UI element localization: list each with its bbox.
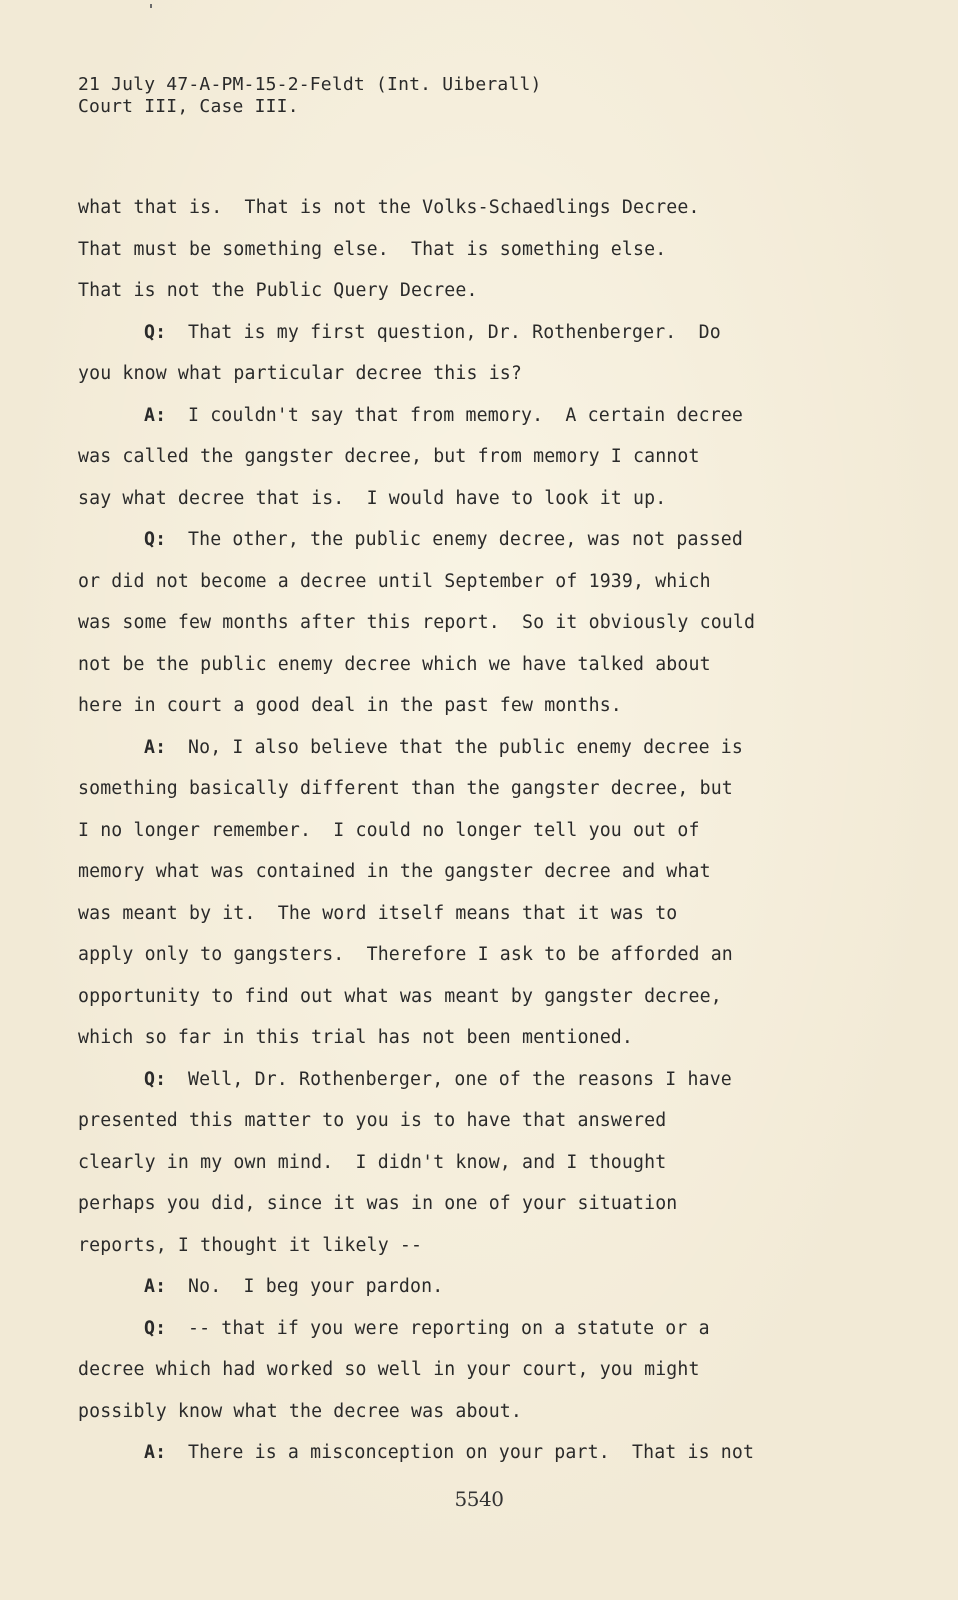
line-text: presented this matter to you is to have that answered	[78, 1110, 667, 1131]
transcript-line	[78, 902, 908, 944]
transcript-line	[78, 1151, 908, 1193]
transcript-line	[78, 238, 908, 280]
speaker-line	[78, 1317, 908, 1359]
line-text: memory what was contained in the gangster decree and what	[78, 861, 711, 882]
line-text: That is not the Public Query Decree.	[78, 280, 478, 301]
transcript-line	[78, 819, 908, 861]
line-text: which so far in this trial has not been mentioned.	[78, 1027, 633, 1048]
transcript-line	[78, 694, 908, 736]
transcript-line	[78, 196, 908, 238]
line-text: or did not become a decree until September of 1939, which	[78, 570, 711, 592]
line-text: what that is. That is not the Volks-Schaedlings Decree.	[78, 197, 700, 218]
line-text: possibly know what the decree was about.	[78, 1400, 522, 1422]
speaker-line	[78, 321, 908, 363]
page-number: 5540	[454, 1487, 504, 1511]
transcript-line	[78, 1109, 908, 1151]
line-text: That must be something else. That is something else.	[78, 238, 667, 260]
transcript-line	[78, 445, 908, 487]
line-text: was some few months after this report. So it obviously could	[78, 612, 756, 633]
transcript-line	[78, 860, 908, 902]
transcript-line	[78, 777, 908, 819]
line-text: not be the public enemy decree which we have talked about	[78, 653, 711, 675]
speaker-line	[78, 1441, 908, 1483]
speaker-line	[78, 736, 908, 778]
transcript-line	[78, 570, 908, 612]
speaker-label: A:	[144, 1442, 167, 1463]
transcript-line	[78, 1026, 908, 1068]
transcript-line	[78, 487, 908, 529]
line-text: something basically different than the gangster decree, but	[78, 778, 733, 799]
line-text: was called the gangster decree, but from memory I cannot	[78, 446, 700, 467]
transcript-line	[78, 1400, 908, 1442]
header-session-line: 21 July 47-A-PM-15-2-Feldt (Int. Uiberall)	[78, 74, 542, 95]
speaker-label: A:	[144, 404, 167, 426]
header-court-line: Court III, Case III.	[78, 96, 299, 117]
speaker-line	[78, 1275, 908, 1317]
speaker-line	[78, 1068, 908, 1110]
speaker-label: Q:	[144, 321, 167, 343]
speaker-label: Q:	[144, 529, 167, 550]
transcript-line	[78, 985, 908, 1027]
transcript-line	[78, 279, 908, 321]
speaker-label: Q:	[144, 1317, 167, 1339]
line-text: Well, Dr. Rothenberger, one of the reasons I have	[188, 1068, 732, 1090]
transcript-line	[78, 1192, 908, 1234]
speaker-line	[78, 404, 908, 446]
document-header	[78, 74, 542, 118]
speaker-label: A:	[144, 1276, 167, 1297]
transcript-line	[78, 1234, 908, 1276]
line-text: apply only to gangsters. Therefore I ask to be afforded an	[78, 944, 733, 965]
line-text: -- that if you were reporting on a statute or a	[188, 1317, 710, 1339]
line-text: No, I also believe that the public enemy decree is	[188, 736, 743, 758]
speaker-label: Q:	[144, 1068, 167, 1090]
speaker-label: A:	[144, 736, 167, 758]
scan-mark	[150, 4, 152, 8]
line-text: here in court a good deal in the past few months.	[78, 695, 622, 716]
transcript-line	[78, 653, 908, 695]
transcript-line	[78, 943, 908, 985]
line-text: say what decree that is. I would have to look it up.	[78, 487, 667, 509]
line-text: was meant by it. The word itself means that it was to	[78, 902, 678, 924]
speaker-line	[78, 528, 908, 570]
line-text: I no longer remember. I could no longer tell you out of	[78, 819, 700, 841]
line-text: decree which had worked so well in your court, you might	[78, 1359, 700, 1380]
transcript-body	[78, 196, 908, 1483]
transcript-line	[78, 611, 908, 653]
line-text: perhaps you did, since it was in one of your situation	[78, 1193, 678, 1214]
line-text: reports, I thought it likely --	[78, 1234, 423, 1256]
transcript-line	[78, 1358, 908, 1400]
line-text: clearly in my own mind. I didn't know, and I thought	[78, 1151, 667, 1173]
line-text: The other, the public enemy decree, was not passed	[188, 529, 743, 550]
transcript-line	[78, 362, 908, 404]
line-text: No. I beg your pardon.	[188, 1276, 444, 1297]
line-text: There is a misconception on your part. That is not	[188, 1442, 755, 1463]
line-text: I couldn't say that from memory. A certain decree	[188, 404, 743, 426]
line-text: opportunity to find out what was meant by gangster decree,	[78, 985, 722, 1007]
line-text: you know what particular decree this is?	[78, 363, 522, 384]
line-text: That is my first question, Dr. Rothenberger. Do	[188, 321, 721, 343]
